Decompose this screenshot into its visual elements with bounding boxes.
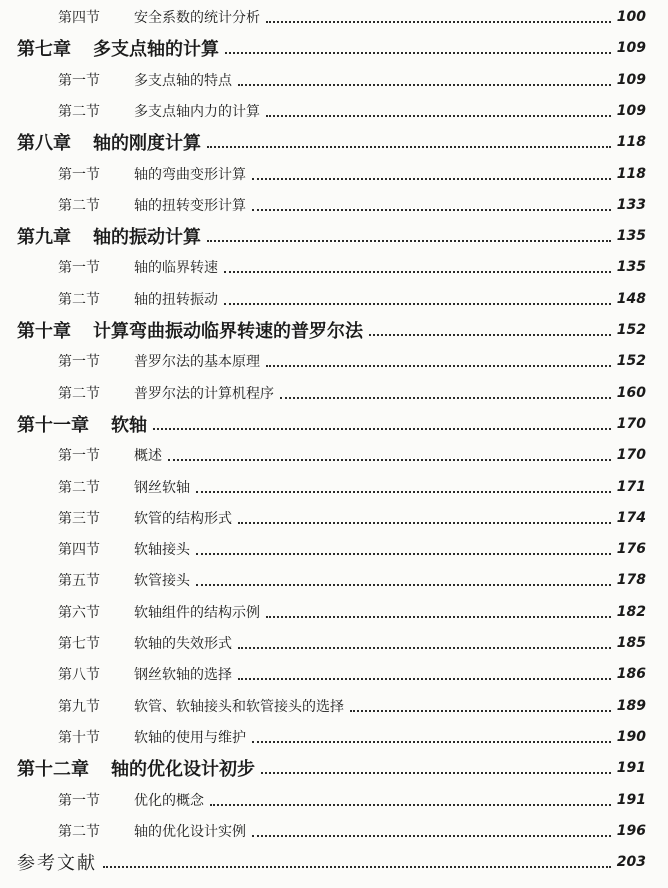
toc-section-row [0,565,646,595]
section-number: 第六节 [58,604,100,621]
page-number: 109 [616,71,646,88]
toc-section-row [0,96,646,126]
dot-leader [153,426,611,430]
page-number: 135 [616,228,646,245]
entry-title: 轴的优化设计实例 [134,823,246,840]
entry-title: 轴的临界转速 [134,260,218,277]
chapter-title: 计算弯曲振动临界转速的普罗尔法 [93,321,363,342]
page-number: 174 [616,509,646,526]
toc-section-row [0,346,646,376]
page-number: 176 [616,541,646,558]
toc-section-row [0,691,646,721]
toc-section-row [0,2,646,32]
page-number: 152 [616,322,646,338]
entry-title: 钢丝软轴 [134,479,190,496]
page-number: 118 [616,134,646,151]
page-number: 133 [616,196,646,213]
chapter-number: 第九章 [17,227,71,249]
toc-section-row [0,534,646,564]
dot-leader [280,395,611,399]
dot-leader [252,833,611,837]
dot-leader [238,82,611,86]
section-number: 第四节 [58,10,100,26]
page-number: 189 [616,697,646,714]
page-number: 191 [616,760,646,777]
page-number: 196 [616,822,646,839]
dot-leader [196,489,611,493]
toc-chapter-row [0,409,646,439]
page-number: 100 [616,9,646,25]
section-number: 第三节 [58,510,100,527]
page-number: 160 [616,384,646,401]
dot-leader [266,113,611,117]
entry-title: 优化的概念 [134,792,204,809]
dot-leader [210,802,611,806]
section-number: 第七节 [58,636,100,652]
page-number: 109 [616,102,646,119]
page-number: 185 [616,635,646,651]
toc-section-row [0,816,646,846]
entry-title: 钢丝软轴的选择 [134,667,232,684]
entry-title: 普罗尔法的计算机程序 [134,385,274,402]
dot-leader [369,332,611,336]
chapter-number: 第十章 [17,321,71,342]
entry-title: 软管、软轴接头和软管接头的选择 [134,698,344,715]
section-number: 第九节 [58,698,100,715]
dot-leader [238,520,611,524]
dot-leader [103,864,611,868]
dot-leader [207,144,611,148]
dot-leader [261,770,611,774]
section-number: 第一节 [58,72,100,89]
toc-section-row [0,597,646,627]
entry-title: 参考文献 [17,853,97,875]
dot-leader [252,739,611,743]
chapter-number: 第十一章 [17,414,89,436]
dot-leader [224,269,611,273]
chapter-title: 轴的刚度计算 [93,133,201,155]
page-number: 135 [616,259,646,276]
page-number: 170 [616,447,646,464]
entry-title: 软轴的失效形式 [134,636,232,652]
chapter-number: 第十二章 [17,759,89,781]
section-number: 第一节 [58,260,100,277]
section-number: 第八节 [58,667,100,684]
toc-section-row [0,722,646,752]
page-number: 190 [616,728,646,745]
entry-title: 软管的结构形式 [134,510,232,527]
section-number: 第二节 [58,823,100,840]
toc-chapter-row [0,221,646,251]
section-number: 第二节 [58,385,100,402]
entry-title: 软管接头 [134,573,190,590]
section-number: 第二节 [58,291,100,308]
toc-section-row [0,440,646,470]
page-number: 178 [616,572,646,589]
entry-title: 轴的扭转变形计算 [134,197,246,214]
dot-leader [196,582,611,586]
page-number: 171 [616,478,646,495]
page-number: 148 [616,290,646,307]
entry-title: 安全系数的统计分析 [134,10,260,26]
toc-chapter-row [0,33,646,63]
toc-chapter-row [0,753,646,783]
dot-leader [266,363,611,367]
entry-title: 软轴接头 [134,542,190,559]
chapter-title: 轴的优化设计初步 [111,759,255,781]
toc-section-row [0,659,646,689]
toc-chapter-row [0,315,646,345]
toc-references-row [0,847,646,877]
chapter-title: 软轴 [111,414,147,436]
entry-title: 概述 [134,448,162,465]
entry-title: 软轴的使用与维护 [134,729,246,746]
toc-section-row [0,472,646,502]
chapter-number: 第七章 [17,39,71,61]
chapter-title: 轴的振动计算 [93,227,201,249]
section-number: 第一节 [58,448,100,465]
entry-title: 轴的弯曲变形计算 [134,166,246,183]
dot-leader [350,708,611,712]
toc-section-row [0,252,646,282]
entry-title: 普罗尔法的基本原理 [134,354,260,371]
section-number: 第五节 [58,573,100,590]
page-number: 203 [616,854,646,871]
entry-title: 多支点轴内力的计算 [134,103,260,120]
dot-leader [266,614,611,618]
dot-leader [168,457,611,461]
entry-title: 多支点轴的特点 [134,72,232,89]
dot-leader [238,645,611,649]
section-number: 第一节 [58,354,100,371]
toc-section-row [0,190,646,220]
toc-section-row [0,503,646,533]
entry-title: 软轴组件的结构示例 [134,604,260,621]
dot-leader [266,19,611,23]
toc-section-row [0,284,646,314]
page-number: 118 [616,165,646,182]
dot-leader [238,676,611,680]
chapter-title: 多支点轴的计算 [93,39,219,61]
dot-leader [225,50,611,54]
dot-leader [196,551,611,555]
section-number: 第十节 [58,729,100,746]
dot-leader [252,176,611,180]
toc-section-row [0,628,646,658]
page-number: 152 [616,353,646,370]
chapter-number: 第八章 [17,133,71,155]
page-number: 182 [616,603,646,620]
page-number: 109 [616,40,646,57]
toc-section-row [0,378,646,408]
entry-title: 轴的扭转振动 [134,291,218,308]
dot-leader [224,301,611,305]
page-number: 191 [616,791,646,808]
section-number: 第一节 [58,166,100,183]
section-number: 第二节 [58,479,100,496]
dot-leader [252,207,611,211]
toc-section-row [0,785,646,815]
section-number: 第四节 [58,542,100,559]
toc-section-row [0,159,646,189]
page-number: 186 [616,666,646,683]
toc-section-row [0,65,646,95]
section-number: 第二节 [58,103,100,120]
section-number: 第一节 [58,792,100,809]
section-number: 第二节 [58,197,100,214]
dot-leader [207,238,611,242]
page-number: 170 [616,415,646,432]
toc-chapter-row [0,127,646,157]
